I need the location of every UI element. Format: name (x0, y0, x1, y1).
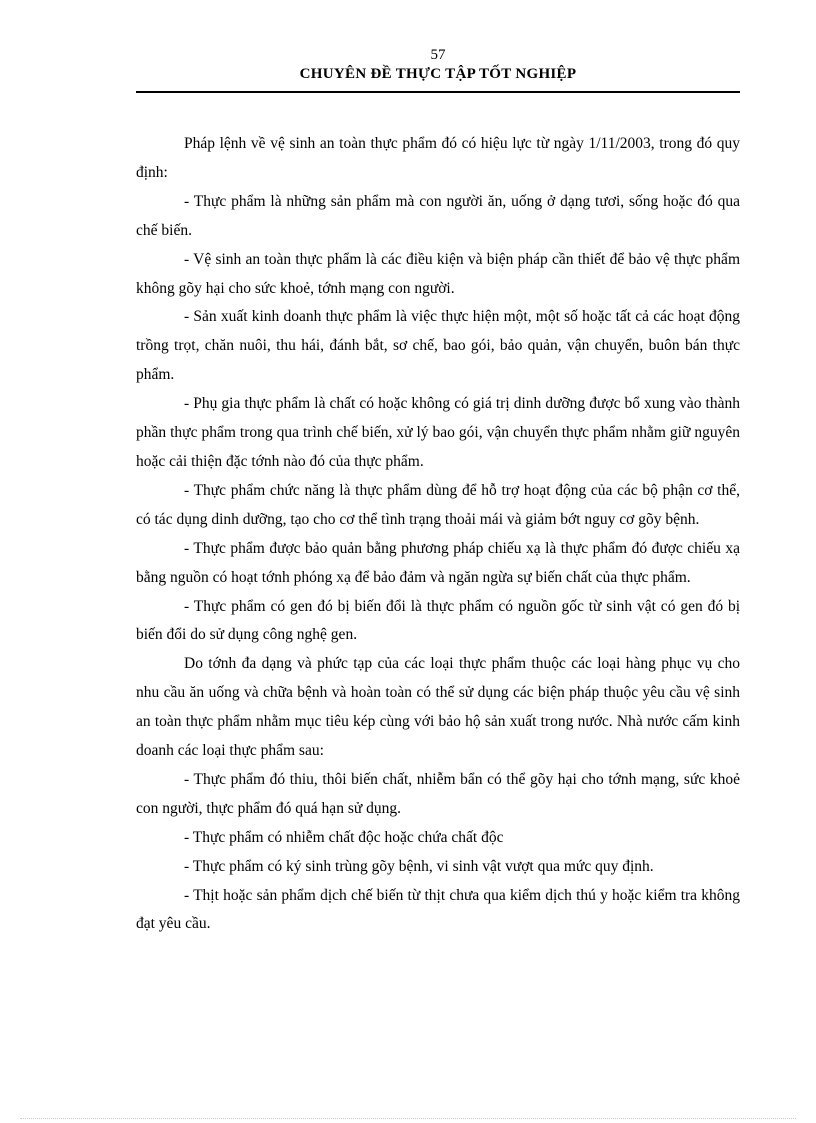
page-edge-dots (20, 1118, 796, 1119)
page-number: 57 (430, 47, 446, 63)
paragraph: - Thực phẩm có gen đó bị biến đổi là thực phẩm có nguồn gốc từ sinh vật có gen đó bị biến đổi do sử dụng công nghệ gen. (136, 597, 740, 644)
paragraph: - Thực phẩm được bảo quản bằng phương pháp chiếu xạ là thực phẩm đó được chiếu xạ bằng nguồn có hoạt tớnh phóng xạ để bảo đảm và ngăn ngừa sự biến chất của thực phẩm. (136, 539, 740, 586)
paragraph: - Sản xuất kinh doanh thực phẩm là việc thực hiện một, một số hoặc tất cả các hoạt động trồng trọt, chăn nuôi, thu hái, đánh bắt, sơ chế, bao gói, bảo quản, vận chuyển, buôn bán thực phẩm. (136, 308, 740, 384)
paragraph: - Phụ gia thực phẩm là chất có hoặc không có giá trị dinh dưỡng được bổ xung vào thành phần thực phẩm trong qua trình chế biến, xử lý bao gói, vận chuyển thực phẩm nhằm giữ nguyên hoặc cải thiện đặc tớnh nào đó của thực phẩm. (136, 395, 740, 470)
page-header (136, 46, 740, 84)
paragraph: - Thực phẩm là những sản phẩm mà con người ăn, uống ở dạng tươi, sống hoặc đó qua chế biến. (136, 192, 740, 239)
paragraph: - Thực phẩm có ký sinh trùng gõy bệnh, vi sinh vật vượt qua mức quy định. (184, 857, 654, 875)
paragraph: Pháp lệnh về vệ sinh an toàn thực phẩm đó có hiệu lực từ ngày 1/11/2003, trong đó quy định: (136, 135, 740, 181)
paragraph: - Thực phẩm chức năng là thực phẩm dùng để hỗ trợ hoạt động của các bộ phận cơ thể, có tác dụng dinh dưỡng, tạo cho cơ thể tình trạng thoải mái và giảm bớt nguy cơ gõy bệnh. (136, 481, 740, 528)
body-text (136, 130, 740, 939)
paragraph: Do tớnh đa dạng và phức tạp của các loại thực phẩm thuộc các loại hàng phục vụ cho nhu cầu ăn uống và chữa bệnh và hoàn toàn có thể sử dụng các biện pháp thuộc yêu cầu vệ sinh an toàn thực phẩm nhằm mục tiêu kép cùng với bảo hộ sản xuất trong nước. Nhà nước cấm kinh doanh các loại thực phẩm sau: (136, 655, 740, 760)
document-title: CHUYÊN ĐỀ THỰC TẬP TỐT NGHIỆP (299, 66, 577, 82)
paragraph: - Thịt hoặc sản phẩm dịch chế biến từ thịt chưa qua kiểm dịch thú y hoặc kiểm tra không đạt yêu cầu. (136, 886, 740, 933)
paragraph: - Thực phẩm đó thiu, thôi biến chất, nhiễm bẩn có thể gõy hại cho tớnh mạng, sức khoẻ con người, thực phẩm đó quá hạn sử dụng. (136, 770, 740, 817)
paragraph: - Vệ sinh an toàn thực phẩm là các điều kiện và biện pháp cần thiết để bảo vệ thực phẩm không gõy hại cho sức khoẻ, tớnh mạng con người. (136, 250, 740, 297)
paragraph: - Thực phẩm có nhiễm chất độc hoặc chứa chất độc (184, 828, 504, 846)
header-divider (136, 91, 740, 93)
